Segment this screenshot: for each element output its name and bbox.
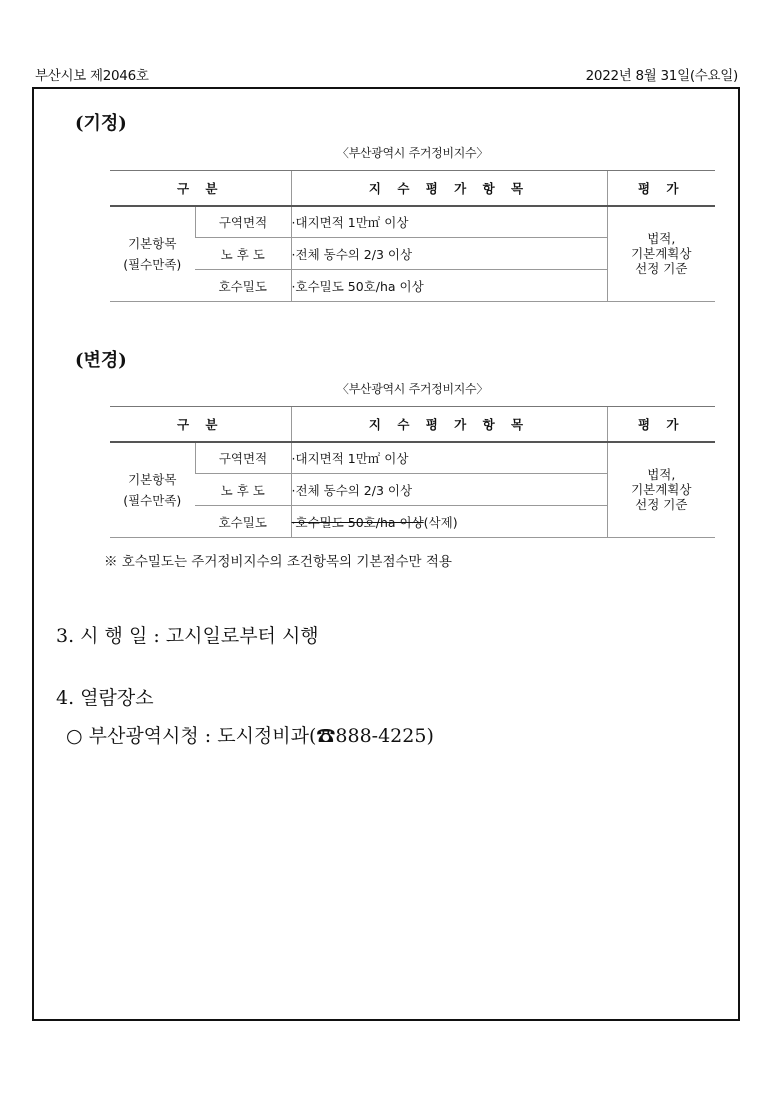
eval-line: 법적, [647, 467, 676, 483]
deletion-note: (삭제) [423, 514, 458, 530]
page-header-right: 2022년 8월 31일(수요일) [585, 68, 738, 84]
category-note: (필수만족) [123, 256, 182, 272]
header-eval: 평 가 [607, 171, 715, 206]
table-header-row [110, 171, 715, 206]
after-section-title: (변경) [75, 350, 127, 371]
after-table [110, 406, 715, 538]
eval-line: 선정 기준 [635, 261, 688, 277]
eval-line: 기본계획상 [631, 246, 692, 262]
header-eval: 평 가 [607, 407, 715, 442]
eval-line: 기본계획상 [631, 482, 692, 498]
table-header-row [110, 407, 715, 442]
section-3-effective-date: 3. 시 행 일 : 고시일로부터 시행 [56, 625, 319, 647]
table-row [110, 206, 715, 238]
category-label: 기본항목 [128, 471, 177, 487]
criterion-item: ·대지면적 1만㎡ 이상 [291, 206, 607, 238]
inspection-location: ○ 부산광역시청 : 도시정비과(☎888-4225) [66, 725, 434, 747]
before-table [110, 170, 715, 302]
section-4-title: 4. 열람장소 [56, 687, 154, 709]
criterion-item: ·호수밀도 50호/ha 이상 [291, 270, 607, 302]
eval-cell [607, 206, 715, 302]
header-category: 구 분 [110, 407, 291, 442]
sub-category: 호수밀도 [195, 506, 291, 538]
category-label: 기본항목 [128, 235, 177, 251]
sub-category: 노 후 도 [195, 238, 291, 270]
eval-line: 법적, [647, 231, 676, 247]
before-section-title: (기정) [75, 113, 127, 134]
eval-cell [607, 442, 715, 538]
sub-category: 노 후 도 [195, 474, 291, 506]
footnote: ※ 호수밀도는 주거정비지수의 조건항목의 기본점수만 적용 [104, 554, 452, 570]
category-cell [110, 206, 195, 302]
page-header-left: 부산시보 제2046호 [35, 68, 149, 84]
after-table-caption: 〈부산광역시 주거정비지수〉 [336, 382, 489, 396]
before-table-caption: 〈부산광역시 주거정비지수〉 [336, 146, 489, 160]
criterion-item: ·전체 동수의 2/3 이상 [291, 238, 607, 270]
criterion-item: ·대지면적 1만㎡ 이상 [291, 442, 607, 474]
deleted-criterion: ·호수밀도 50호/ha 이상 [291, 514, 424, 530]
category-cell [110, 442, 195, 538]
header-category: 구 분 [110, 171, 291, 206]
table-row [110, 442, 715, 474]
sub-category: 구역면적 [195, 442, 291, 474]
criterion-item: ·전체 동수의 2/3 이상 [291, 474, 607, 506]
sub-category: 구역면적 [195, 206, 291, 238]
header-items: 지 수 평 가 항 목 [291, 407, 607, 442]
header-items: 지 수 평 가 항 목 [291, 171, 607, 206]
eval-line: 선정 기준 [635, 497, 688, 513]
category-note: (필수만족) [123, 492, 182, 508]
criterion-item [291, 506, 607, 538]
sub-category: 호수밀도 [195, 270, 291, 302]
